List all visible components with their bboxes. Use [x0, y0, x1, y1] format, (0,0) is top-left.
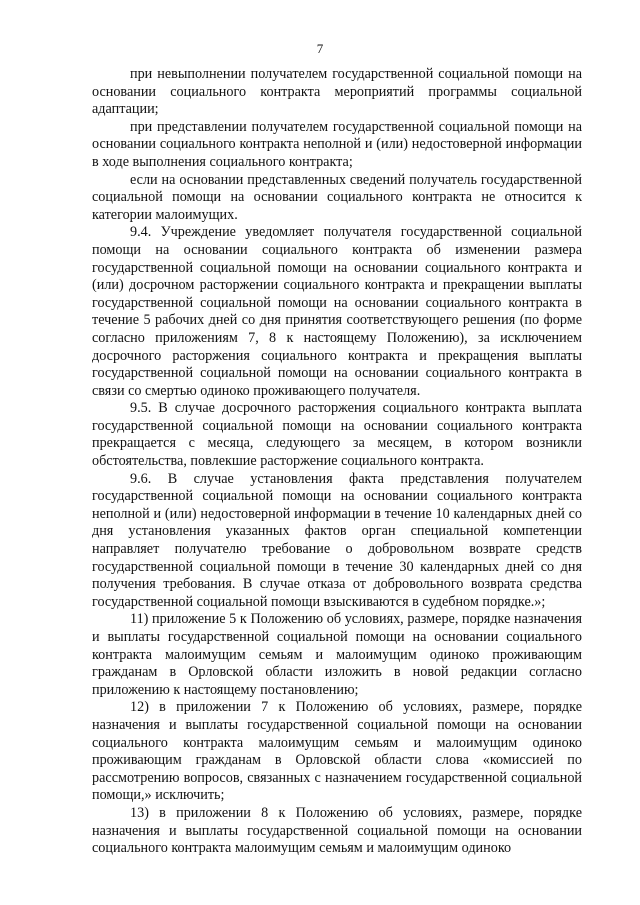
document-body [92, 66, 582, 858]
paragraph-9-4: 9.4. Учреждение уведомляет получателя государственной социальной помощи на основании социального контракта об изменении размера государственной социальной помощи на основании социального контракта и (или) досрочном расторжении социального контракта и прекращении выплаты государственной социальной помощи на основании социального контракта в течение 5 рабочих дней со дня принятия соответствующего решения (по форме согласно приложениям 7, 8 к настоящему Положению), за исключением досрочного расторжения социального контракта и прекращения выплаты государственной социальной помощи на основании социального контракта в связи со смертью одиноко проживающего получателя. [92, 224, 582, 399]
page-number: 7 [316, 41, 324, 56]
paragraph-item-11: 11) приложение 5 к Положению об условиях, размере, порядке назначения и выплаты государственной социальной помощи на основании социального контракта малоимущим семьям и малоимущим одиноко проживающим гражданам в Орловской области изложить в новой редакции согласно приложению к настоящему постановлению; [92, 611, 582, 698]
paragraph-item-12: 12) в приложении 7 к Положению об условиях, размере, порядке назначения и выплаты государственной социальной помощи на основании социального контракта малоимущим семьям и малоимущим одиноко проживающим гражданам в Орловской области слова «комиссией по рассмотрению вопросов, связанных с назначением государственной социальной помощи,» исключить; [92, 699, 582, 804]
paragraph-9-6: 9.6. В случае установления факта представления получателем государственной социальной помощи на основании социального контракта неполной и (или) недостоверной информации в течение 10 календарных дней со дня установления указанных фактов орган специальной компетенции направляет получателю требование о добровольном возврате средств государственной социальной помощи в течение 30 календарных дней со дня получения требования. В случае отказа от добровольного возврата средства государственной социальной помощи взыскиваются в судебном порядке.»; [92, 470, 582, 610]
paragraph: при представлении получателем государственной социальной помощи на основании социального контракта неполной и (или) недостоверной информации в ходе выполнения социального контракта; [92, 118, 582, 170]
paragraph-item-13: 13) в приложении 8 к Положению об условиях, размере, порядке назначения и выплаты государственной социальной помощи на основании социального контракта малоимущим семьям и малоимущим одиноко [92, 804, 582, 857]
paragraph: при невыполнении получателем государственной социальной помощи на основании социального контракта мероприятий программы социальной адаптации; [92, 66, 582, 118]
paragraph-9-5: 9.5. В случае досрочного расторжения социального контракта выплата государственной социальной помощи на основании социального контракта прекращается с месяца, следующего за месяцем, в котором возникли обстоятельства, повлекшие расторжение социального контракта. [92, 400, 582, 470]
paragraph: если на основании представленных сведений получатель государственной социальной помощи на основании социального контракта не относится к категории малоимущих. [92, 171, 582, 223]
